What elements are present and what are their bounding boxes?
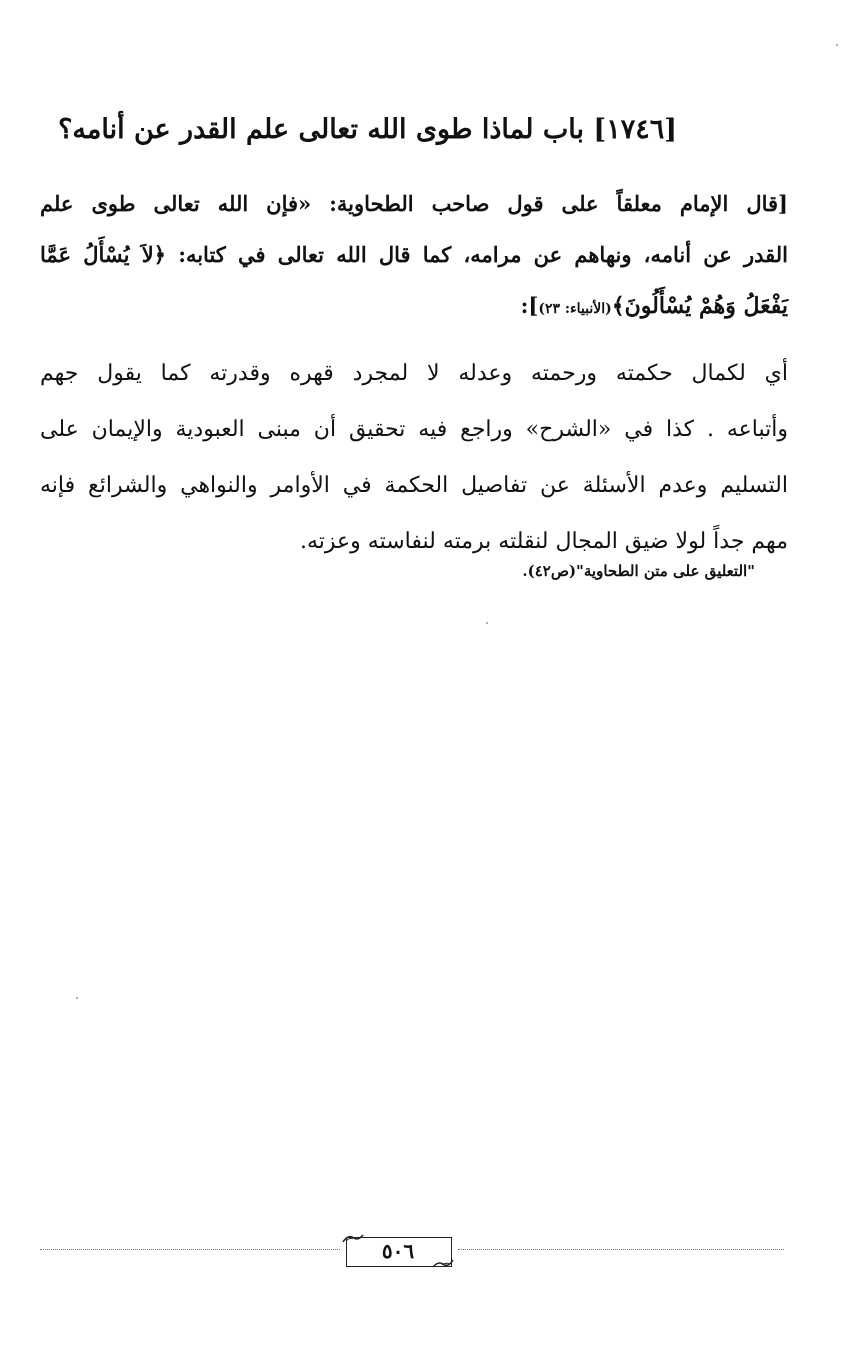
page-number-frame	[342, 1233, 454, 1269]
footer-rule-left	[40, 1249, 340, 1250]
intro-line-last	[40, 280, 788, 335]
commentary-line: التسليم وعدم الأسئلة عن تفاصيل الحكمة في الأوامر والنواهي والشرائع فإنه	[40, 473, 788, 498]
intro-paragraph	[40, 178, 788, 335]
scan-speck	[836, 44, 838, 46]
scan-speck	[486, 622, 488, 624]
page-number: ٥٠٦	[381, 1239, 415, 1263]
chapter-heading: [١٧٤٦] باب لماذا طوى الله تعالى علم القدر عن أنامه؟	[58, 114, 677, 145]
intro-line: القدر عن أنامه، ونهاهم عن مرامه، كما قال الله تعالى في كتابه: ﴿لاَ يُسْأَلُ عَمَّا	[40, 242, 788, 267]
commentary-paragraph	[40, 346, 788, 570]
scan-speck	[76, 997, 78, 999]
quran-verse: يَفْعَلُ وَهُمْ يُسْأَلُونَ﴾	[611, 293, 788, 319]
commentary-line: مهم جداً لولا ضيق المجال لنقلته برمته لنفاسته وعزته.	[300, 529, 788, 554]
source-reference: "التعليق على متن الطحاوية"(ص٤٢).	[522, 562, 755, 580]
commentary-line: أي لكمال حكمته ورحمته وعدله لا لمجرد قهره وقدرته كما يقول جهم	[40, 361, 788, 386]
verse-citation: (الأنبياء: ٢٣)	[538, 301, 612, 317]
closing-bracket: ]:	[520, 293, 539, 318]
footer-rule-right	[458, 1249, 784, 1250]
commentary-line: وأتباعه . كذا في «الشرح» وراجع فيه تحقيق أن مبنى العبودية والإيمان على	[40, 417, 788, 442]
intro-line: [قال الإمام معلقاً على قول صاحب الطحاوية: «فإن الله تعالى طوى علم	[40, 191, 788, 216]
